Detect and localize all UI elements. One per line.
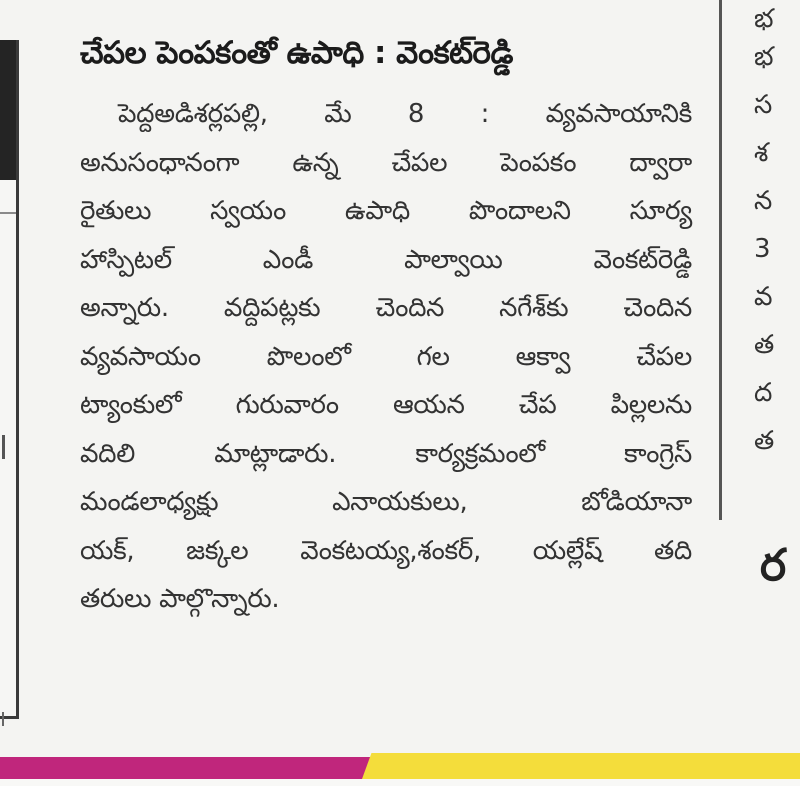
article-line: మండలాధ్యక్షు ఎనాయకులు, బోడియానా <box>80 487 692 517</box>
article-line: ట్యాంకులో గురువారం ఆయన చేప పిల్లలను <box>80 390 692 420</box>
article-line: వదిలి మాట్లాడారు. కార్యక్రమంలో కాంగ్రెస్ <box>80 438 692 469</box>
right-text-fragment: న <box>754 186 773 216</box>
left-text-fragment-lower <box>2 712 9 726</box>
article-line: అనుసంధానంగా ఉన్న చేపల పెంపకం ద్వారా <box>80 147 692 178</box>
article-line: వ్యవసాయం పొలంలో గల ఆక్వా చేపల <box>80 341 692 372</box>
bottom-band-yellow <box>362 753 800 779</box>
news-article <box>80 28 692 624</box>
left-text-fragment <box>2 435 10 459</box>
left-divider <box>0 212 16 214</box>
right-text-fragment: స <box>754 90 773 120</box>
right-text-fragment: 3 <box>754 234 771 264</box>
article-line: పెద్దఅడిశర్లపల్లి, మే 8 : వ్యవసాయానికి <box>118 99 692 129</box>
right-text-fragment: శ <box>754 138 769 168</box>
article-headline: చేపల పెంపకంతో ఉపాధి : వెంకట్‌రెడ్డి <box>80 35 513 71</box>
right-text-fragment: త <box>754 426 775 456</box>
article-line: అన్నారు. వద్దిపట్లకు చెందిన నగేశ్‌కు చెందిన <box>80 293 692 323</box>
right-text-fragment: త <box>754 330 775 360</box>
article-line: హాస్పిటల్ ఎండీ పాల్వాయి వెంకట్‌రెడ్డి <box>80 244 692 275</box>
right-text-fragment: భ <box>754 4 774 34</box>
article-line: రైతులు స్వయం ఉపాధి పొందాలని సూర్య <box>80 196 692 226</box>
article-line: తరులు పాల్గొన్నారు. <box>80 584 280 614</box>
bottom-band-edge <box>0 779 800 786</box>
column-divider <box>719 0 722 520</box>
right-text-fragment: వ <box>754 282 773 312</box>
bottom-band-magenta <box>0 757 370 779</box>
right-text-fragment: భ <box>754 42 774 72</box>
article-body <box>80 90 692 624</box>
right-heading-fragment: ర <box>760 540 787 591</box>
right-text-fragment: ద <box>754 378 773 408</box>
right-column-remnant <box>736 0 800 720</box>
left-dark-block <box>0 40 16 180</box>
article-line: యక్, జక్కల వెంకటయ్య,శంకర్, యల్లేష్ తది <box>80 535 692 566</box>
left-column-remnant <box>0 40 19 719</box>
